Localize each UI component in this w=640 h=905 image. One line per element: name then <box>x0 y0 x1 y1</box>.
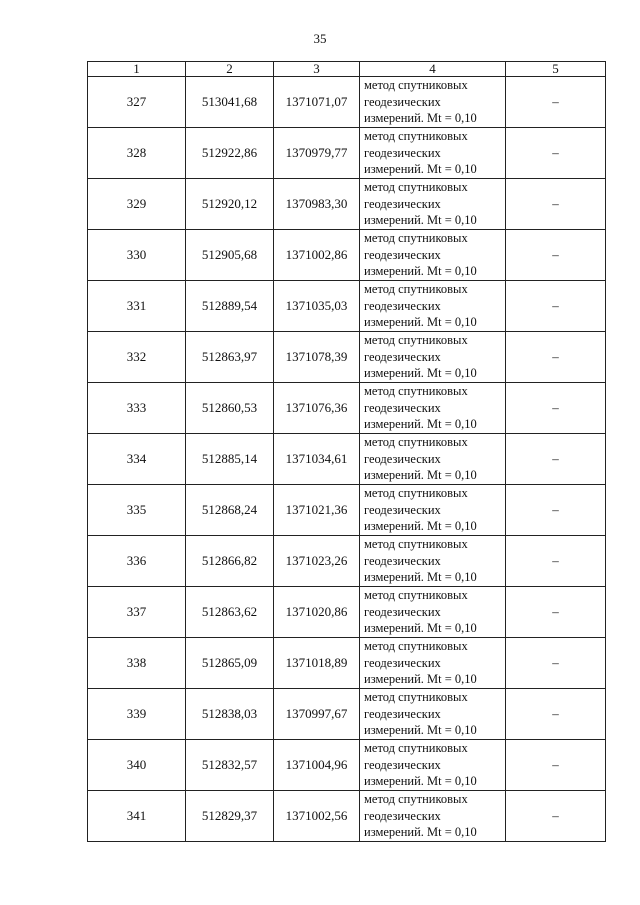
note-cell: – <box>506 332 606 383</box>
method-line: измерений. Mt = 0,10 <box>364 111 477 126</box>
x-coordinate-cell: 512863,97 <box>186 332 274 383</box>
note-cell: – <box>506 740 606 791</box>
method-line: геодезических <box>364 400 441 415</box>
method-line: геодезических <box>364 655 441 670</box>
method-cell <box>360 128 506 179</box>
note-cell: – <box>506 434 606 485</box>
note-cell: – <box>506 638 606 689</box>
method-line: метод спутниковых <box>364 435 468 450</box>
table-row <box>88 179 606 230</box>
table-row <box>88 485 606 536</box>
note-cell: – <box>506 791 606 842</box>
y-coordinate-cell: 1371023,26 <box>274 536 360 587</box>
method-line: геодезических <box>364 553 441 568</box>
x-coordinate-cell: 512838,03 <box>186 689 274 740</box>
method-line: геодезических <box>364 706 441 721</box>
method-cell <box>360 179 506 230</box>
note-cell: – <box>506 230 606 281</box>
note-cell: – <box>506 383 606 434</box>
x-coordinate-cell: 512889,54 <box>186 281 274 332</box>
point-number-cell: 340 <box>88 740 186 791</box>
table-row <box>88 689 606 740</box>
y-coordinate-cell: 1370983,30 <box>274 179 360 230</box>
x-coordinate-cell: 513041,68 <box>186 77 274 128</box>
table-row <box>88 128 606 179</box>
table-row <box>88 230 606 281</box>
method-line: измерений. Mt = 0,10 <box>364 417 477 432</box>
method-line: измерений. Mt = 0,10 <box>364 468 477 483</box>
table-row <box>88 638 606 689</box>
column-header-3: 3 <box>274 62 360 77</box>
method-line: геодезических <box>364 502 441 517</box>
note-cell: – <box>506 128 606 179</box>
method-line: измерений. Mt = 0,10 <box>364 519 477 534</box>
note-cell: – <box>506 536 606 587</box>
x-coordinate-cell: 512865,09 <box>186 638 274 689</box>
method-line: метод спутниковых <box>364 129 468 144</box>
y-coordinate-cell: 1371002,86 <box>274 230 360 281</box>
y-coordinate-cell: 1371076,36 <box>274 383 360 434</box>
method-line: измерений. Mt = 0,10 <box>364 672 477 687</box>
y-coordinate-cell: 1371020,86 <box>274 587 360 638</box>
method-line: измерений. Mt = 0,10 <box>364 315 477 330</box>
table-row <box>88 332 606 383</box>
note-cell: – <box>506 281 606 332</box>
method-line: измерений. Mt = 0,10 <box>364 825 477 840</box>
y-coordinate-cell: 1371021,36 <box>274 485 360 536</box>
method-cell <box>360 485 506 536</box>
table-row <box>88 791 606 842</box>
note-cell: – <box>506 689 606 740</box>
page-number: 35 <box>313 31 327 46</box>
point-number-cell: 335 <box>88 485 186 536</box>
method-line: измерений. Mt = 0,10 <box>364 621 477 636</box>
x-coordinate-cell: 512866,82 <box>186 536 274 587</box>
point-number-cell: 334 <box>88 434 186 485</box>
column-header-2: 2 <box>186 62 274 77</box>
table-row <box>88 281 606 332</box>
method-line: измерений. Mt = 0,10 <box>364 213 477 228</box>
method-line: метод спутниковых <box>364 792 468 807</box>
method-line: геодезических <box>364 757 441 772</box>
method-line: геодезических <box>364 145 441 160</box>
method-line: метод спутниковых <box>364 639 468 654</box>
y-coordinate-cell: 1371071,07 <box>274 77 360 128</box>
method-line: метод спутниковых <box>364 333 468 348</box>
method-cell <box>360 230 506 281</box>
x-coordinate-cell: 512829,37 <box>186 791 274 842</box>
coordinates-table <box>87 61 606 842</box>
method-line: измерений. Mt = 0,10 <box>364 162 477 177</box>
method-cell <box>360 77 506 128</box>
method-line: метод спутниковых <box>364 384 468 399</box>
x-coordinate-cell: 512920,12 <box>186 179 274 230</box>
method-cell <box>360 791 506 842</box>
note-cell: – <box>506 77 606 128</box>
method-line: измерений. Mt = 0,10 <box>364 723 477 738</box>
note-cell: – <box>506 587 606 638</box>
x-coordinate-cell: 512905,68 <box>186 230 274 281</box>
y-coordinate-cell: 1371002,56 <box>274 791 360 842</box>
method-line: геодезических <box>364 604 441 619</box>
method-line: метод спутниковых <box>364 537 468 552</box>
method-line: метод спутниковых <box>364 282 468 297</box>
method-cell <box>360 332 506 383</box>
x-coordinate-cell: 512863,62 <box>186 587 274 638</box>
method-cell <box>360 638 506 689</box>
method-cell <box>360 383 506 434</box>
y-coordinate-cell: 1371035,03 <box>274 281 360 332</box>
y-coordinate-cell: 1371004,96 <box>274 740 360 791</box>
method-line: геодезических <box>364 247 441 262</box>
table-row <box>88 536 606 587</box>
method-cell <box>360 281 506 332</box>
method-line: измерений. Mt = 0,10 <box>364 366 477 381</box>
method-line: геодезических <box>364 451 441 466</box>
method-line: геодезических <box>364 196 441 211</box>
point-number-cell: 341 <box>88 791 186 842</box>
point-number-cell: 328 <box>88 128 186 179</box>
column-header-4: 4 <box>360 62 506 77</box>
method-line: геодезических <box>364 808 441 823</box>
x-coordinate-cell: 512860,53 <box>186 383 274 434</box>
table-row <box>88 740 606 791</box>
x-coordinate-cell: 512868,24 <box>186 485 274 536</box>
y-coordinate-cell: 1371078,39 <box>274 332 360 383</box>
method-cell <box>360 740 506 791</box>
method-line: метод спутниковых <box>364 231 468 246</box>
method-line: метод спутниковых <box>364 180 468 195</box>
note-cell: – <box>506 179 606 230</box>
point-number-cell: 329 <box>88 179 186 230</box>
column-header-1: 1 <box>88 62 186 77</box>
y-coordinate-cell: 1371018,89 <box>274 638 360 689</box>
point-number-cell: 330 <box>88 230 186 281</box>
point-number-cell: 333 <box>88 383 186 434</box>
method-cell <box>360 536 506 587</box>
method-line: метод спутниковых <box>364 588 468 603</box>
method-line: геодезических <box>364 349 441 364</box>
method-cell <box>360 689 506 740</box>
method-line: геодезических <box>364 298 441 313</box>
point-number-cell: 337 <box>88 587 186 638</box>
y-coordinate-cell: 1370997,67 <box>274 689 360 740</box>
method-line: метод спутниковых <box>364 690 468 705</box>
method-line: измерений. Mt = 0,10 <box>364 264 477 279</box>
x-coordinate-cell: 512832,57 <box>186 740 274 791</box>
point-number-cell: 336 <box>88 536 186 587</box>
table-row <box>88 383 606 434</box>
method-cell <box>360 434 506 485</box>
method-line: измерений. Mt = 0,10 <box>364 774 477 789</box>
table-row <box>88 587 606 638</box>
table-row <box>88 434 606 485</box>
x-coordinate-cell: 512922,86 <box>186 128 274 179</box>
note-cell: – <box>506 485 606 536</box>
x-coordinate-cell: 512885,14 <box>186 434 274 485</box>
method-line: геодезических <box>364 94 441 109</box>
point-number-cell: 338 <box>88 638 186 689</box>
point-number-cell: 331 <box>88 281 186 332</box>
y-coordinate-cell: 1370979,77 <box>274 128 360 179</box>
point-number-cell: 339 <box>88 689 186 740</box>
table-body <box>88 77 606 842</box>
point-number-cell: 327 <box>88 77 186 128</box>
column-header-5: 5 <box>506 62 606 77</box>
method-cell <box>360 587 506 638</box>
method-line: метод спутниковых <box>364 78 468 93</box>
table-header-row <box>88 62 606 77</box>
table-row <box>88 77 606 128</box>
point-number-cell: 332 <box>88 332 186 383</box>
y-coordinate-cell: 1371034,61 <box>274 434 360 485</box>
method-line: метод спутниковых <box>364 741 468 756</box>
method-line: метод спутниковых <box>364 486 468 501</box>
method-line: измерений. Mt = 0,10 <box>364 570 477 585</box>
